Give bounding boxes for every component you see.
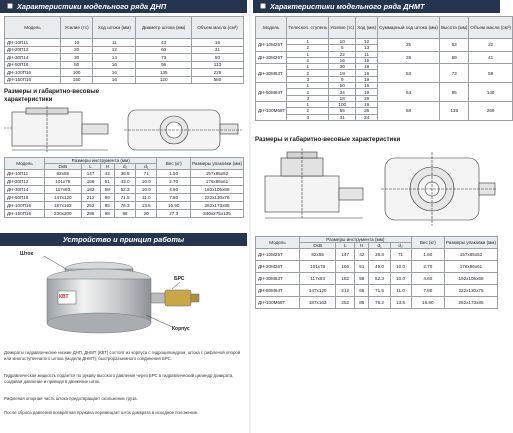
table-cell: 19 <box>329 70 356 76</box>
table-cell: 10 <box>329 39 356 45</box>
dnmt-dimensions-subtitle: Размеры и габаритно-весовые характеристики <box>255 136 401 143</box>
table-cell: 58 <box>355 273 369 285</box>
dnp-specs-table <box>4 16 244 84</box>
table-cell: ДН-20П12 <box>5 178 45 186</box>
dnp-technical-drawing <box>4 106 244 154</box>
table-cell: ДН-20П12 <box>5 46 61 54</box>
column-header: H <box>355 243 369 249</box>
table-cell: 19 <box>356 89 378 95</box>
table-cell: ДН-100М68Т <box>256 101 287 120</box>
table-cell: 176х86х61 <box>445 261 498 273</box>
table-row <box>5 69 244 77</box>
table-cell: ДН-150П16 <box>5 210 45 218</box>
table-cell: 3 <box>287 114 329 120</box>
column-header: Ход (мм) <box>356 17 378 39</box>
table-cell: 68 <box>378 101 440 120</box>
table-cell: 148 <box>469 83 512 102</box>
table-cell: 13.5 <box>390 297 411 309</box>
table-cell: 101х76 <box>300 261 336 273</box>
label-body: Корпус <box>172 326 190 332</box>
table-cell: 73 <box>136 54 191 62</box>
table-cell: ДН-20М26Т <box>256 261 300 273</box>
column-header: L <box>81 164 100 170</box>
table-cell: 1 <box>287 39 329 45</box>
table-cell: 71 <box>390 249 411 261</box>
dnp-dimensions-subtitle: Размеры и габаритно-весовые характеристики <box>4 88 100 103</box>
table-cell: 147х120 <box>45 194 82 202</box>
column-header: Размеры упаковки (мм) <box>191 158 244 170</box>
table-cell: 1 <box>287 64 329 70</box>
column-header: d₂ <box>136 164 157 170</box>
table-cell: 11 <box>356 51 378 57</box>
table-cell: 252 <box>336 297 355 309</box>
table-cell: 100 <box>329 101 356 107</box>
table-group-header-row <box>256 237 498 243</box>
table-cell: 19 <box>356 76 378 82</box>
table-cell: 1.50 <box>157 170 191 178</box>
table-cell: 24 <box>356 114 378 120</box>
table-cell: 1.60 <box>411 249 444 261</box>
table-cell: 2 <box>287 45 329 51</box>
table-cell: ДН-100П16 <box>5 202 45 210</box>
column-header: Модель <box>256 237 300 249</box>
table-cell: 5 <box>329 45 356 51</box>
table-cell: 52.3 <box>369 273 390 285</box>
table-row <box>5 210 244 218</box>
table-cell: 71.5 <box>114 194 135 202</box>
table-cell: 262х173х85 <box>191 202 244 210</box>
table-cell: 15 <box>356 57 378 63</box>
table-row <box>5 186 244 194</box>
table-cell: 157х85х52 <box>445 249 498 261</box>
paragraph-4: После сброса давления возвратная пружина перемещает шток домкрата в исходное положение. <box>4 410 199 415</box>
table-cell: 147х120 <box>300 285 336 297</box>
table-cell: ДН-100М68Т <box>256 297 300 309</box>
table-row <box>256 249 498 261</box>
table-cell: 166 <box>81 178 100 186</box>
paragraph-1: Домкраты гидравлические низкие ДНП, ДНМТ (КВТ) состоят из корпуса с гидроцилиндром, штока с рифленой опорой или многоступенчатого штока (модели ДНМТ), быстроразъемного соединения БРС. <box>4 350 241 361</box>
table-cell: 50 <box>329 83 356 89</box>
table-cell: ДН-50П16 <box>5 194 45 202</box>
table-cell: 50 <box>191 54 243 62</box>
table-cell: 29 <box>356 95 378 101</box>
table-cell: 16.90 <box>411 297 444 309</box>
table-cell: 117х93 <box>45 186 82 194</box>
table-cell: 69 <box>439 51 468 64</box>
table-cell: 295 <box>81 210 100 218</box>
table-cell: 1 <box>287 101 329 107</box>
table-cell: 34 <box>329 89 356 95</box>
table-cell: 135 <box>136 69 191 77</box>
table-header-row <box>256 17 513 39</box>
table-cell: 580 <box>191 76 243 84</box>
column-header: Модель <box>5 17 61 39</box>
table-cell: 30 <box>61 54 93 62</box>
group-header: Размеры инструмента (мм) <box>300 237 412 243</box>
brand-logo: КВТ <box>59 294 69 300</box>
table-cell: 2 <box>287 89 329 95</box>
table-cell: 98 <box>114 210 135 218</box>
column-header: L <box>336 243 355 249</box>
table-cell: 11.0 <box>136 194 157 202</box>
table-cell: 63 <box>439 39 468 52</box>
dnp-dimensions-table <box>4 157 244 218</box>
table-cell: ДН-50П16 <box>5 61 61 69</box>
table-cell: 76.3 <box>114 202 135 210</box>
table-cell: 10.0 <box>136 178 157 186</box>
table-row <box>5 61 244 69</box>
table-cell: 135 <box>439 101 468 120</box>
column-header: d₁ <box>369 243 390 249</box>
table-row <box>5 46 244 54</box>
dnmt-specs-table <box>255 16 513 121</box>
table-cell: ДН-20М26Т <box>256 51 287 64</box>
group-header: Размеры инструмента (мм) <box>45 158 157 164</box>
paragraph-3: Рифленая опорная часть штока предотвращает скольжение груза. <box>4 396 138 401</box>
table-header-row <box>5 17 244 39</box>
table-cell: 58 <box>100 186 114 194</box>
column-header: Ход штока (мм) <box>93 17 136 39</box>
label-brs: БРС <box>174 276 185 282</box>
table-cell: 3 <box>287 76 329 82</box>
table-cell: 187х163 <box>300 297 336 309</box>
column-header: Объем масла (см³) <box>469 17 512 39</box>
table-cell: 150 <box>61 76 93 84</box>
table-cell: 262х173х85 <box>445 297 498 309</box>
table-cell: ДН-30М53Т <box>256 273 300 285</box>
table-cell: 42 <box>100 170 114 178</box>
table-cell: 10.0 <box>390 261 411 273</box>
table-cell: 10.0 <box>136 186 157 194</box>
table-cell: 16 <box>93 76 136 84</box>
square-icon <box>260 3 266 9</box>
section-header-dnmt <box>253 0 500 13</box>
table-cell: 12 <box>356 39 378 45</box>
section-header-dnp-text: Характеристики модельного ряда ДНП <box>17 2 167 11</box>
table-cell: 230х200 <box>45 210 82 218</box>
column-header: Усилие (тс) <box>329 17 356 39</box>
table-cell: 13 <box>356 45 378 51</box>
table-cell: 49.0 <box>369 261 390 273</box>
table-cell: 11.0 <box>390 285 411 297</box>
table-cell: 43 <box>136 39 191 47</box>
column-header: Вес (кг) <box>411 237 444 249</box>
table-cell: 27.3 <box>157 210 191 218</box>
table-cell: 182 <box>81 186 100 194</box>
table-cell: ДН-50М64Т <box>256 285 300 297</box>
table-row <box>5 202 244 210</box>
column-header: d₂ <box>390 243 411 249</box>
label-stock: Шток <box>20 251 33 257</box>
column-header: Модель <box>5 158 45 170</box>
table-cell: 2.70 <box>411 261 444 273</box>
table-cell: 120 <box>136 76 191 84</box>
table-cell: 71.5 <box>369 285 390 297</box>
table-row <box>5 39 244 47</box>
column-header: H <box>100 164 114 170</box>
table-group-header-row <box>5 158 244 164</box>
table-cell: ДН-10М25Т <box>256 249 300 261</box>
table-row <box>256 297 498 309</box>
table-cell: 31 <box>191 46 243 54</box>
table-cell: ДН-10П11 <box>5 39 61 47</box>
table-cell: 51 <box>100 178 114 186</box>
table-cell: ДН-50М64Т <box>256 83 287 102</box>
table-cell: 85 <box>355 297 369 309</box>
table-cell: 176х86х61 <box>191 178 244 186</box>
table-cell: 222х130х76 <box>445 285 498 297</box>
table-cell: ДН-10М25Т <box>256 39 287 52</box>
table-cell: 41 <box>469 51 512 64</box>
table-row <box>5 76 244 84</box>
table-cell: 100 <box>61 69 93 77</box>
table-cell: 51 <box>355 261 369 273</box>
column-divider <box>249 0 251 433</box>
table-cell: 2 <box>287 108 329 114</box>
left-column <box>0 0 247 433</box>
table-cell: 59 <box>469 64 512 83</box>
table-cell: 64 <box>378 83 440 102</box>
table-cell: 36.8 <box>114 170 135 178</box>
table-cell: 117х93 <box>300 273 336 285</box>
table-cell: 95 <box>439 83 468 102</box>
table-cell: 66 <box>100 194 114 202</box>
table-cell: 2 <box>287 57 329 63</box>
table-cell: 13.5 <box>136 202 157 210</box>
table-cell: 7.80 <box>157 194 191 202</box>
table-row <box>256 273 498 285</box>
table-cell: 2.70 <box>157 178 191 186</box>
table-cell: ДН-100П16 <box>5 69 61 77</box>
table-cell: 16 <box>93 61 136 69</box>
table-cell: 212 <box>336 285 355 297</box>
table-cell: ДН-150П16 <box>5 76 61 84</box>
table-cell: 73 <box>439 64 468 83</box>
table-cell: 1 <box>287 51 329 57</box>
table-cell: 166 <box>336 261 355 273</box>
right-column <box>253 0 511 433</box>
section-header-dnmt-text: Характеристики модельного ряда ДНМТ <box>270 2 425 11</box>
table-cell: 50 <box>61 61 93 69</box>
table-cell: 187х163 <box>45 202 82 210</box>
table-row <box>5 194 244 202</box>
table-cell: 71 <box>136 170 157 178</box>
table-cell: 269 <box>469 101 512 120</box>
table-cell: 11 <box>93 39 136 47</box>
table-cell: 31 <box>329 114 356 120</box>
jack-photo <box>4 249 244 343</box>
section-header-design: Устройство и принцип работы <box>0 233 247 246</box>
dnmt-technical-drawing <box>255 148 498 230</box>
table-cell: 16 <box>356 70 378 76</box>
table-row <box>256 261 498 273</box>
table-cell: 7.80 <box>411 285 444 297</box>
table-row <box>5 178 244 186</box>
table-cell: 4.60 <box>411 273 444 285</box>
table-cell: 4.60 <box>157 186 191 194</box>
table-cell: 192х105х68 <box>191 186 244 194</box>
table-row <box>5 170 244 178</box>
table-cell: 1 <box>287 83 329 89</box>
table-cell: 229 <box>191 69 243 77</box>
column-header: Размеры упаковки (мм) <box>445 237 498 249</box>
table-cell: ДН-30М53Т <box>256 64 287 83</box>
column-header: Объем масла (см³) <box>191 17 243 39</box>
table-cell: 20 <box>136 210 157 218</box>
table-cell: 182 <box>336 273 355 285</box>
table-row <box>5 54 244 62</box>
column-header: Вес (кг) <box>157 158 191 170</box>
table-cell: 157х85х52 <box>191 170 244 178</box>
dnmt-dimensions-table <box>255 236 498 309</box>
table-cell: 16 <box>329 57 356 63</box>
table-cell: 147 <box>81 170 100 178</box>
table-cell: 43.0 <box>114 178 135 186</box>
table-cell: 98 <box>100 210 114 218</box>
paragraph-2: Гидравлическая жидкость подается по рукаву высокого давления через БРС в гидравлический цилиндр домкрата, создавая давление и приводя в движение шток. <box>4 373 234 384</box>
table-cell: 26 <box>356 108 378 114</box>
table-cell: 212 <box>81 194 100 202</box>
table-cell: 60 <box>136 46 191 54</box>
table-cell: 82х55 <box>300 249 336 261</box>
column-header: DxB <box>45 164 82 170</box>
table-cell: 22 <box>329 51 356 57</box>
table-cell: 36.8 <box>369 249 390 261</box>
column-header: Диаметр штока (мм) <box>136 17 191 39</box>
column-header: Телескоп. ступень <box>287 17 329 39</box>
table-cell: 2 <box>287 70 329 76</box>
column-header: Модель <box>256 17 287 39</box>
table-cell: 12 <box>93 46 136 54</box>
table-cell: 52.3 <box>114 186 135 194</box>
table-cell: 10.0 <box>390 273 411 285</box>
square-icon <box>7 3 13 9</box>
table-cell: 66 <box>355 285 369 297</box>
table-cell: 18 <box>356 64 378 70</box>
table-cell: 18 <box>329 95 356 101</box>
table-cell: 20 <box>61 46 93 54</box>
table-row <box>256 285 498 297</box>
table-cell: 113 <box>191 61 243 69</box>
table-cell: 55 <box>329 108 356 114</box>
table-cell: 9 <box>329 76 356 82</box>
table-cell: 16.90 <box>157 202 191 210</box>
table-cell: 85 <box>100 202 114 210</box>
table-cell: 82х55 <box>45 170 82 178</box>
column-header: Высота (мм) <box>439 17 468 39</box>
table-cell: 30 <box>329 64 356 70</box>
column-header: Суммарный ход штока (мм) <box>378 17 440 39</box>
table-cell: 26 <box>378 51 440 64</box>
table-cell: 16 <box>356 83 378 89</box>
table-cell: 222х130х76 <box>191 194 244 202</box>
table-cell: 25 <box>378 39 440 52</box>
table-cell: 3 <box>287 95 329 101</box>
table-cell: 22 <box>469 39 512 52</box>
table-cell: 42 <box>355 249 369 261</box>
section-header-dnp <box>0 0 247 13</box>
column-header: Усилие (тс) <box>61 17 93 39</box>
table-cell: 340х275х135 <box>191 210 244 218</box>
table-cell: 147 <box>336 249 355 261</box>
table-cell: 252 <box>81 202 100 210</box>
table-cell: 53 <box>378 64 440 83</box>
table-cell: 95 <box>136 61 191 69</box>
table-cell: 14 <box>93 54 136 62</box>
column-header: d₁ <box>114 164 135 170</box>
table-cell: 16 <box>356 101 378 107</box>
table-cell: 192х105х68 <box>445 273 498 285</box>
table-cell: 16 <box>93 69 136 77</box>
column-header: DxB <box>300 243 336 249</box>
table-cell: ДН-10П11 <box>5 170 45 178</box>
table-cell: 76.2 <box>369 297 390 309</box>
table-cell: 10 <box>61 39 93 47</box>
table-cell: ДН-30П14 <box>5 186 45 194</box>
table-cell: 16 <box>191 39 243 47</box>
table-cell: ДН-30П14 <box>5 54 61 62</box>
table-cell: 101х76 <box>45 178 82 186</box>
